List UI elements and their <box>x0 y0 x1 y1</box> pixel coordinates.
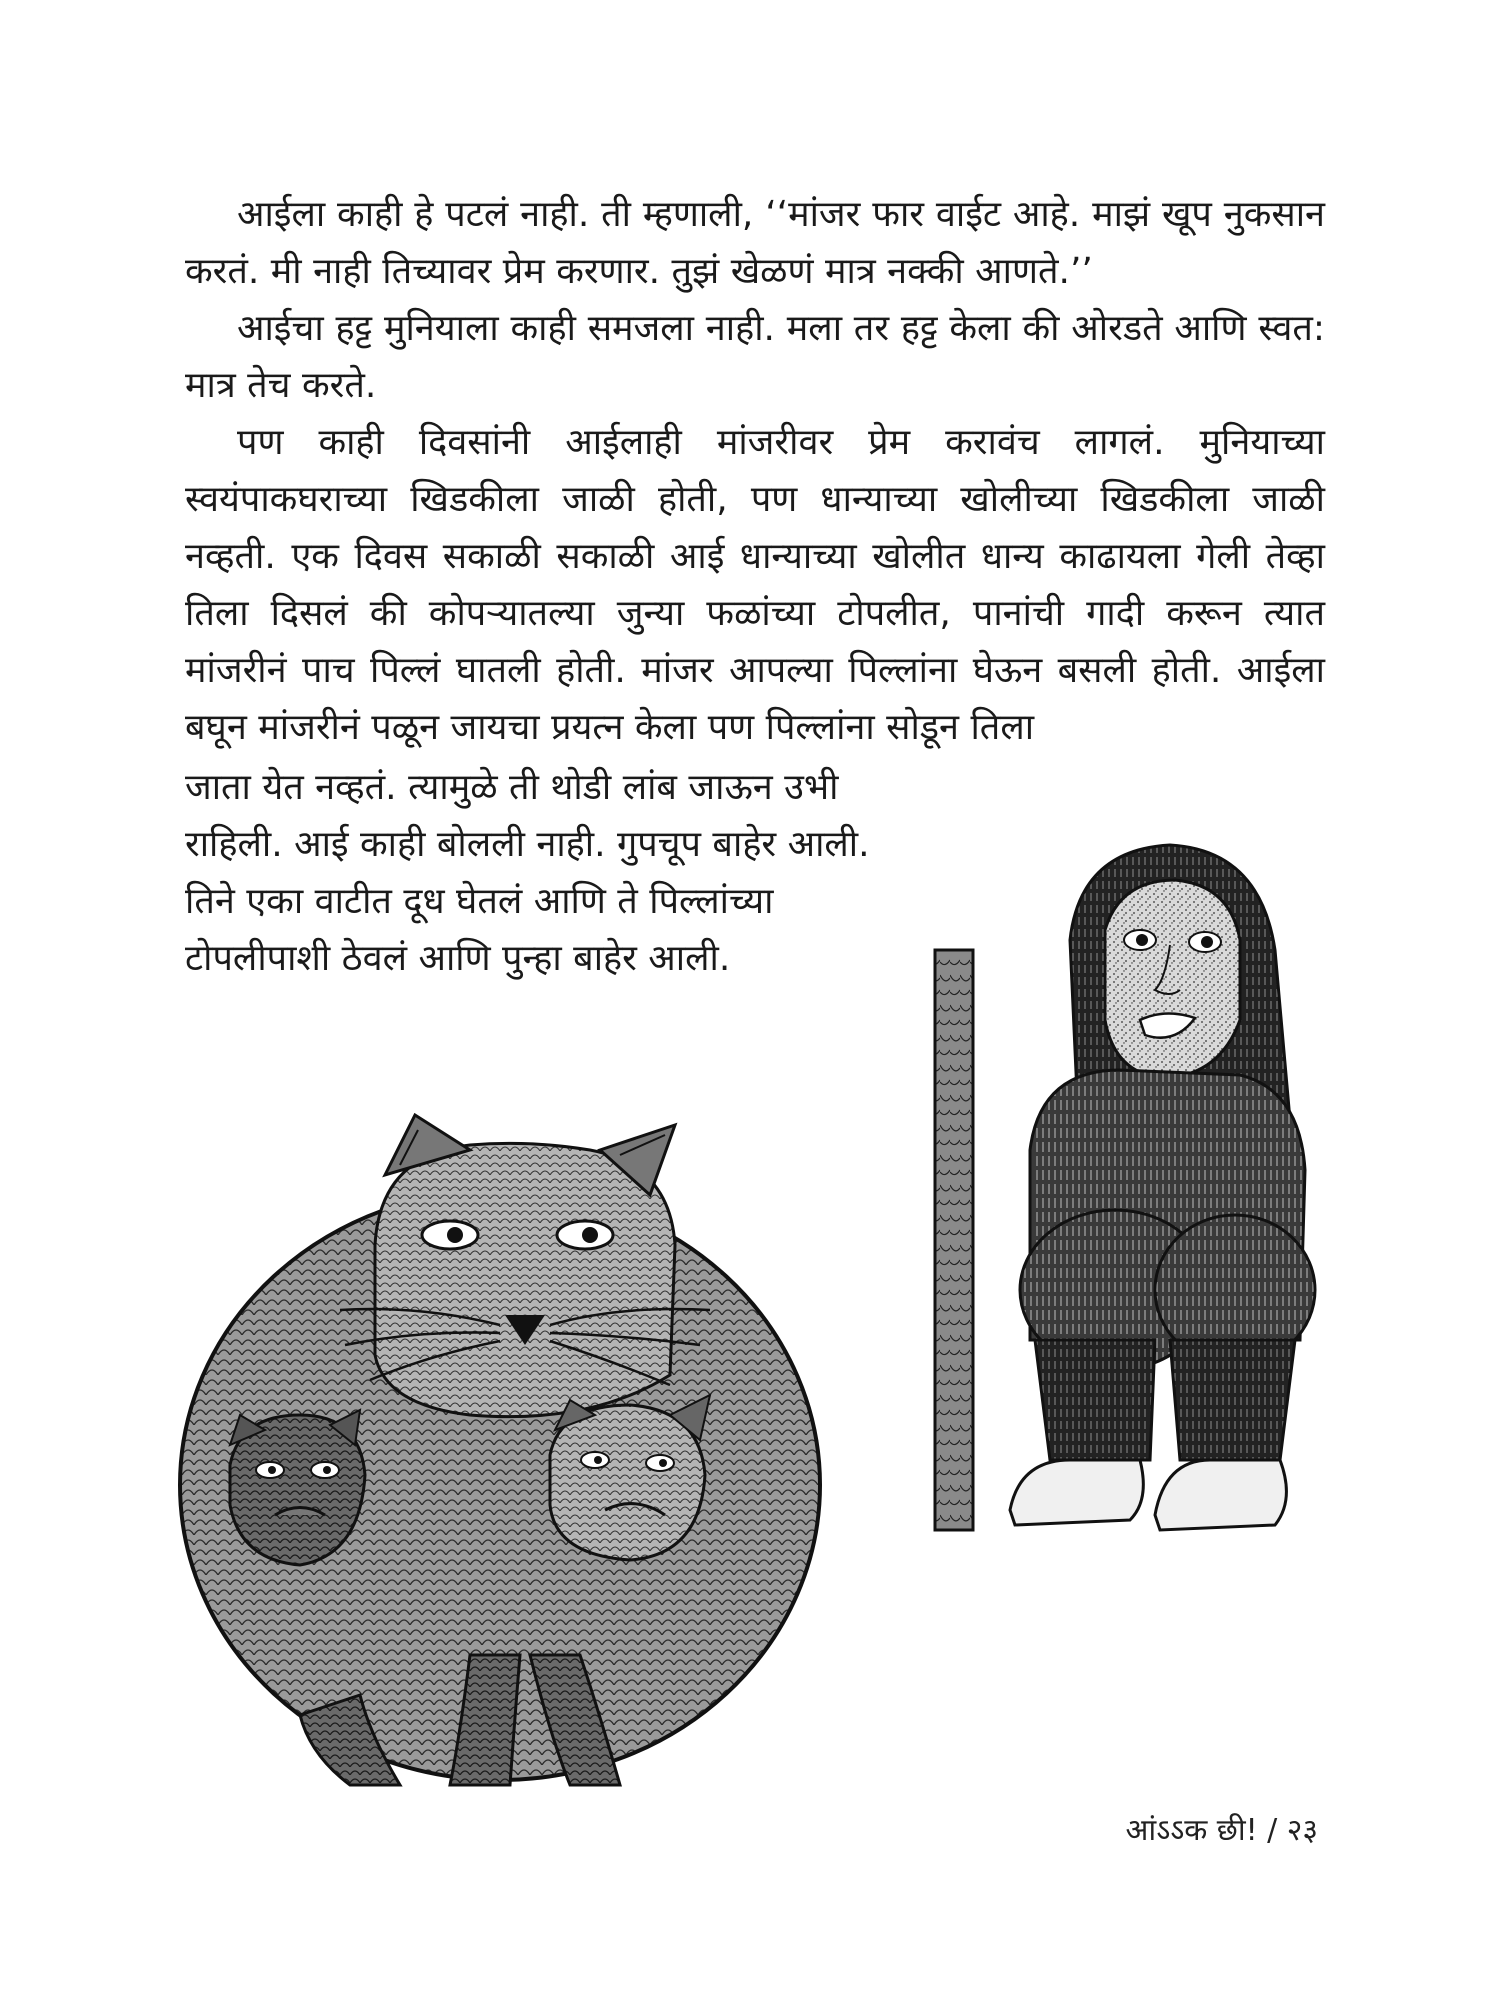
paragraph-3: पण काही दिवसांनी आईलाही मांजरीवर प्रेम करावंच लागलं. मुनियाच्या स्वयंपाकघराच्या खिडकीला जाळी होती, पण धान्याच्या खोलीच्या खिडकीला जाळी नव्हती. एक दिवस सकाळी सकाळी आई धान्याच्या खोलीत धान्य काढायला गेली तेव्हा तिला दिसलं की कोपऱ्यातल्या जुन्या फळांच्या टोपलीत, पानांची गादी करून त्यात मांजरीनं पाच पिल्लं घातली होती. मांजर आपल्या पिल्लांना घेऊन बसली होती. आईला बघून मांजरीनं पळून जायचा प्रयत्न केला पण पिल्लांना सोडून तिला <box>185 422 1325 748</box>
text-line-1: जाता येत नव्हतं. त्यामुळे ती थोडी लांब जाऊन उभी <box>185 767 839 808</box>
kitten-right <box>550 1395 710 1560</box>
cat-head <box>375 1143 675 1416</box>
cat-with-kittens-illustration <box>170 1095 830 1795</box>
text-line-2: राहिली. आई काही बोलली नाही. गुपचूप बाहेर आली. <box>185 824 870 865</box>
paragraph-3-continuation <box>185 759 925 987</box>
text-line-4: टोपलीपाशी ठेवलं आणि पुन्हा बाहेर आली. <box>185 938 731 979</box>
page-footer: आंऽऽक छी! / २३ <box>1125 1813 1318 1848</box>
text-line-3: तिने एका वाटीत दूध घेतलं आणि ते पिल्लांच्या <box>185 881 774 922</box>
paragraph-2: आईचा हट्ट मुनियाला काही समजला नाही. मला तर हट्ट केला की ओरडते आणि स्वत: मात्र तेच करते. <box>185 308 1325 406</box>
kitten-left <box>230 1410 365 1565</box>
paragraph-1: आईला काही हे पटलं नाही. ती म्हणाली, ‘‘मांजर फार वाईट आहे. माझं खूप नुकसान करतं. मी नाही तिच्यावर प्रेम करणार. तुझं खेळणं मात्र नक्की आणते.’’ <box>185 194 1325 292</box>
seated-woman-illustration <box>920 820 1320 1540</box>
wooden-stick <box>935 950 973 1530</box>
woman-feet <box>1010 1460 1143 1525</box>
woman-face <box>1105 880 1240 1078</box>
